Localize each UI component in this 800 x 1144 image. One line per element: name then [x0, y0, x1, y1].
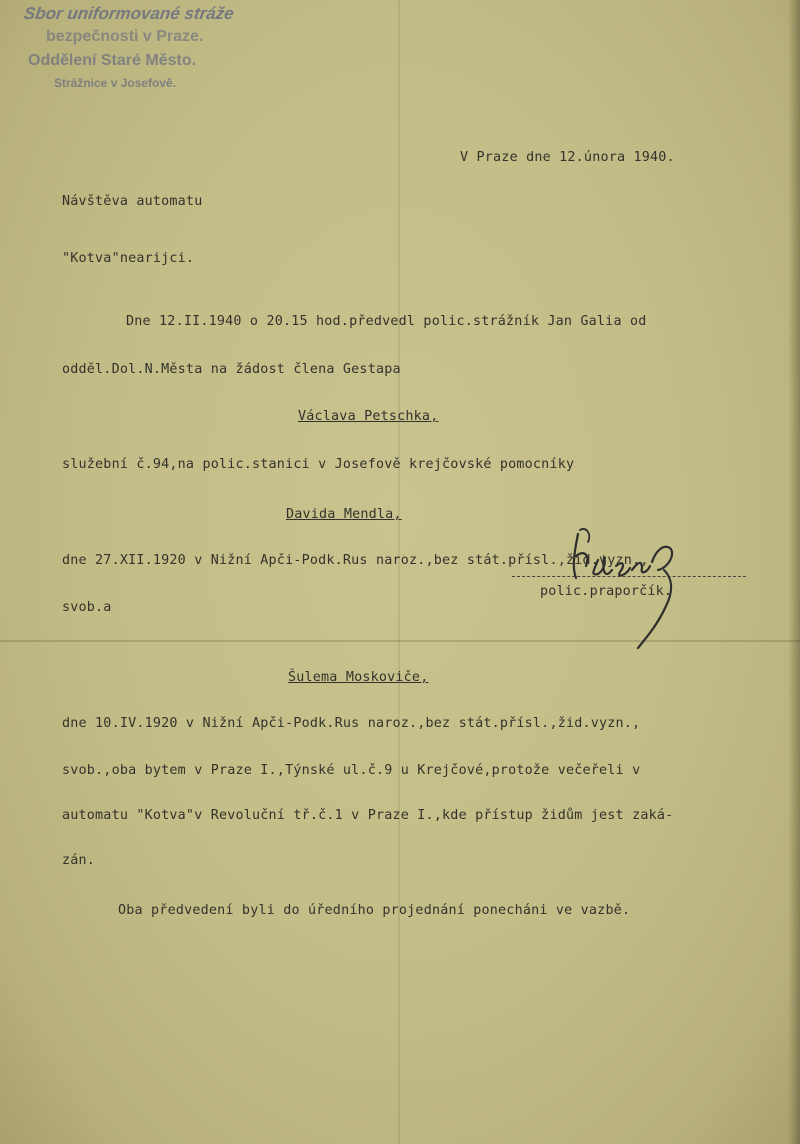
body-line-6: dne 10.IV.1920 v Nižní Apči-Podk.Rus naroz.,bez stát.přísl.,žid.vyzn., — [62, 716, 641, 731]
body-line-2: odděl.Dol.N.Města na žádost člena Gestapa — [62, 362, 401, 377]
stamp-line-1: Sbor uniformované stráže — [22, 4, 236, 23]
person-name-3: Šulema Moskoviče, — [288, 670, 429, 685]
signatory-title: polic.praporčík. — [540, 584, 673, 599]
subject-line-2: "Kotva"nearijci. — [62, 251, 195, 266]
paper-edge — [788, 0, 800, 1144]
body-line-8: automatu "Kotva"v Revoluční tř.č.1 v Praze I.,kde přístup židům jest zaká- — [62, 808, 674, 823]
body-line-1: Dne 12.II.1940 o 20.15 hod.předvedl polic.strážník Jan Galia od — [126, 314, 647, 329]
stamp-line-4: Strážnice v Josefově. — [54, 76, 177, 90]
body-line-7: svob.,oba bytem v Praze I.,Týnské ul.č.9 u Krejčové,protože večeřeli v — [62, 763, 641, 778]
body-line-10: Oba předvedení byli do úředního projednání ponecháni ve vazbě. — [118, 903, 631, 918]
body-line-9: zán. — [62, 853, 96, 868]
subject-line-1: Návštěva automatu — [62, 194, 203, 209]
stamp-line-2: bezpečnosti v Praze. — [46, 28, 204, 45]
person-name-2: Davida Mendla, — [286, 507, 402, 522]
stamp-line-3: Oddělení Staré Město. — [28, 52, 197, 69]
person-name-1: Václava Petschka, — [298, 409, 439, 424]
office-stamp — [24, 4, 234, 90]
date-line: V Praze dne 12.února 1940. — [460, 150, 675, 165]
body-line-3: služební č.94,na polic.stanici v Josefově krejčovské pomocníky — [62, 457, 575, 472]
body-line-5: svob.a — [62, 600, 112, 615]
body-line-4: dne 27.XII.1920 v Nižní Apči-Podk.Rus naroz.,bez stát.přísl.,žid.vyzn., — [62, 553, 649, 568]
